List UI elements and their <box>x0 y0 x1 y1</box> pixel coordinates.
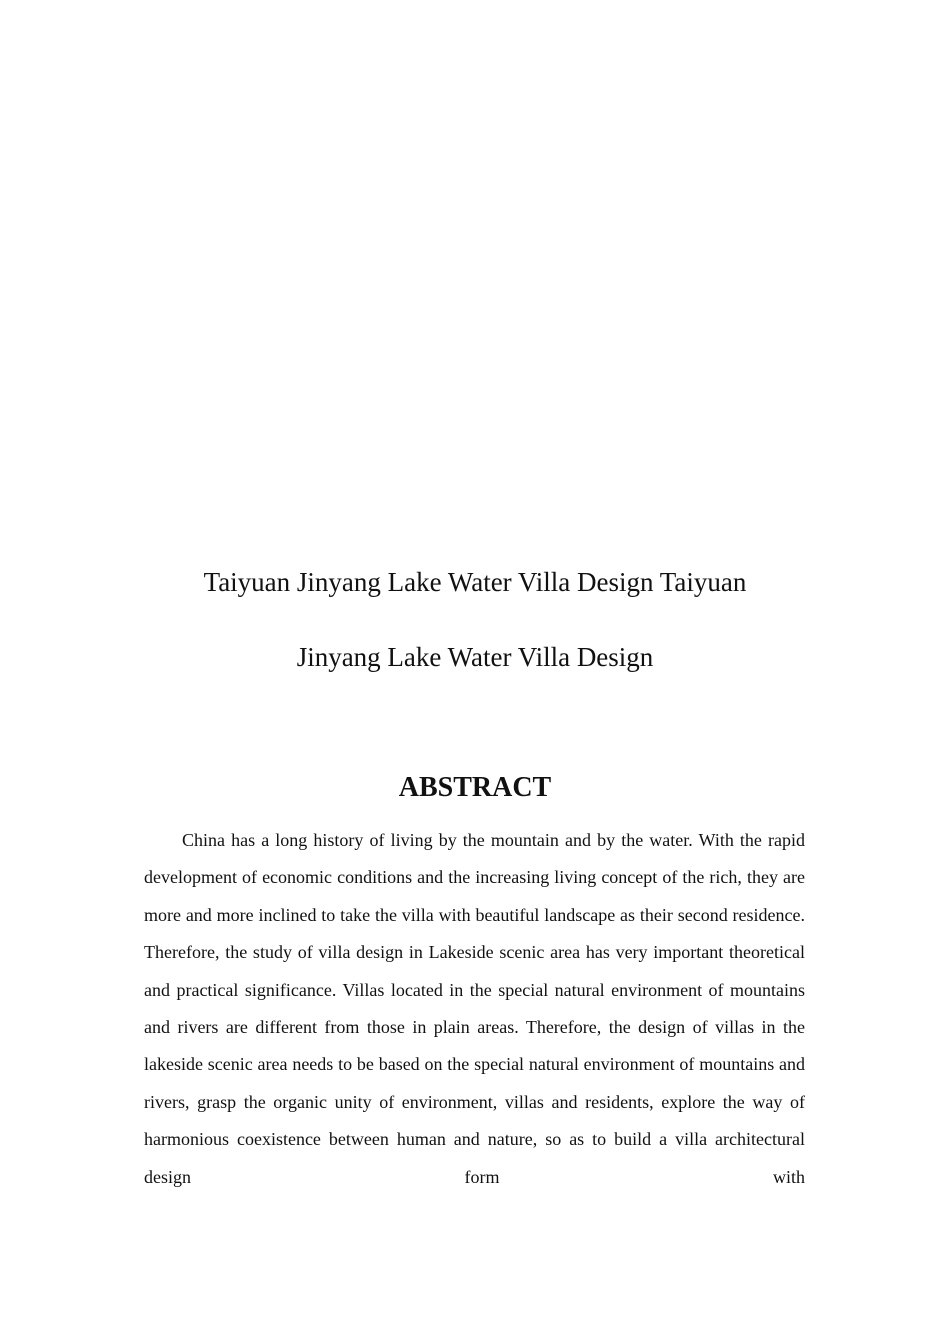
abstract-paragraph: China has a long history of living by the mountain and by the water. With the rapid development of economic conditions and the increasing living concept of the rich, they are more and more inclined to take the villa with beautiful landscape as their second residence. Therefore, the study of villa design in Lakeside scenic area has very important theoretical and practical significance. Villas located in the special natural environment of mountains and rivers are different from those in plain areas. Therefore, the design of villas in the lakeside scenic area needs to be based on the special natural environment of mountains and rivers, grasp the organic unity of environment, villas and residents, explore the way of harmonious coexistence between human and nature, so as to build a villa architectural design form with <box>144 830 805 1187</box>
abstract-heading: ABSTRACT <box>398 772 552 803</box>
title-line-1: Taiyuan Jinyang Lake Water Villa Design Taiyuan <box>203 567 747 597</box>
title-line-2: Jinyang Lake Water Villa Design <box>296 642 654 672</box>
